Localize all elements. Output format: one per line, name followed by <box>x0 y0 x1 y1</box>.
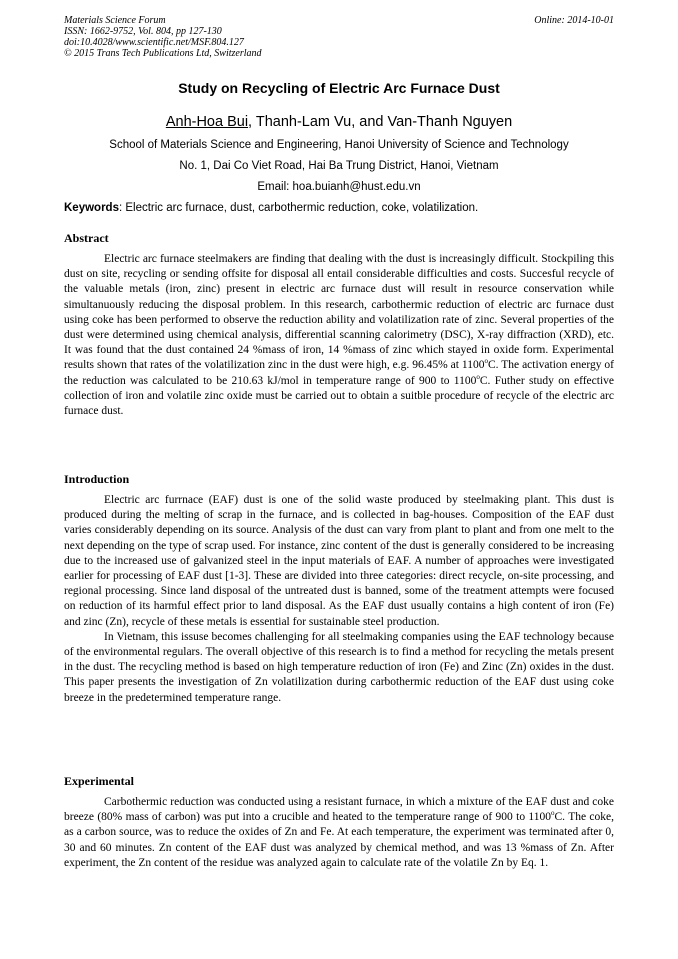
experimental-paragraph: Carbothermic reduction was conducted using a resistant furnace, in which a mixture of the EAF dust and coke breeze (80% mass of carbon) was put into a crucible and heated to the temperature range of 900 to 1100$^o$C. The coke, as a carbon source, was to reduce the oxides of Zn and Fe. At each temperature, the experiment was terminated after 0, 30 and 60 minutes. Zn content of the EAF dust was analyzed by chemical method, and was 13 %mass of Zn. After experiment, the Zn content of the residue was analyzed again to calculate rate of the volatile Zn by Eq. 1. <box>64 796 614 869</box>
degree-sign: o <box>484 357 488 366</box>
introduction-heading: Introduction <box>64 472 130 486</box>
paper-title: Study on Recycling of Electric Arc Furnace Dust <box>178 80 500 96</box>
degree-sign: o <box>476 372 480 381</box>
doi-line: doi:10.4028/www.scientific.net/MSF.804.127 <box>64 37 244 48</box>
journal-name: Materials Science Forum <box>64 15 166 26</box>
copyright-line: © 2015 Trans Tech Publications Ltd, Switzerland <box>64 48 262 59</box>
keywords <box>64 202 624 214</box>
introduction-paragraph-2: In Vietnam, this issuse becomes challenging for all steelmaking companies using the EAF technology because of the environmental regulars. The overall objective of this research is to find a method for recycling the metals present in the dust. The recycling method is based on high temperature reduction of iron (Fe) and Zinc (Zn) oxides in the dust. This paper presents the investigation of Zn volatilization during carbothermic reduction of the EAF dust using coke breeze in the predetermined temperature range. <box>64 630 614 704</box>
author-email: Email: hoa.buianh@hust.edu.vn <box>257 181 421 193</box>
abstract-heading: Abstract <box>64 231 109 245</box>
first-author-link[interactable]: Anh-Hoa Bui <box>165 114 249 130</box>
abstract-section <box>64 231 614 419</box>
keywords-text: : Electric arc furnace, dust, carbothermic reduction, coke, volatilization. <box>118 202 479 214</box>
publication-info <box>64 15 262 59</box>
degree-sign: o <box>551 809 555 818</box>
introduction-section <box>64 472 614 706</box>
other-authors: , Thanh-Lam Vu, and Van-Thanh Nguyen <box>248 114 513 130</box>
issn-line: ISSN: 1662-9752, Vol. 804, pp 127-130 <box>64 26 222 37</box>
author-list <box>0 114 678 130</box>
abstract-paragraph: Electric arc furnace steelmakers are finding that dealing with the dust is increasingly difficult. Stockpiling this dust on site, recycling or sending offsite for disposal all entail considerable difficulties and costs. Succesful recycle of the valuable metals (iron, zinc) present in electric arc furnace dust will result in resource conservation while simultanuously reducing the disposal problem. In this research, carbothermic reduction of electric arc furnace dust using coke has been performed to observe the reduction ability and volatilization rate of zinc. Several properties of the dust were determined using chemical analysis, differential scanning calorimetry (DSC), X-ray diffraction (XRD), etc. It was found that the dust contained 24 %mass of iron, 14 %mass of zinc which stayed in oxide form. Experimental results shown that rates of the volatilization zinc in the dust were high, e.g. 96.45% at 1100$^o$C. The activation energy of the reduction was calculated to be 210.63 kJ/mol in temperature range of 900 to 1100$^o$C. Futher study on effective collection of iron and volatile zinc oxide must be carried out to obtain a suitble procedure of recycle of the electric arc furnace dust. <box>64 253 614 418</box>
introduction-paragraph-1: Electric arc furrnace (EAF) dust is one of the solid waste produced by steelmaking plant. This dust is produced during the melting of scrap in the furnace, and is collected in bag-houses. Composition of the EAF dust varies considerably depending on its source. Analysis of the dust can vary from plant to plant and from one melt to the next depending on the type of scrap used. For instance, zinc content of the dust is generally considered to be increasing due to the increased use of galvanized steel in the input materials of EAF. A number of approaches were investigated earlier for processing of EAF dust [1-3]. These are divided into three categories: direct recycle, on-site processing, and regional processing. Since land disposal of the untreated dust is banned, some of the treatment attempts were focused on reduction of its harmful effect prior to land disposal. As the EAF dust usually contains a high content of iron (Fe) and zinc (Zn), recycle of these metals is essential for sustainable steel production. <box>64 494 614 628</box>
affiliation-line-2: No. 1, Dai Co Viet Road, Hai Ba Trung District, Hanoi, Vietnam <box>179 160 499 172</box>
affiliation-line-1: School of Materials Science and Engineering, Hanoi University of Science and Technology <box>109 139 569 151</box>
experimental-heading: Experimental <box>64 774 134 788</box>
experimental-section <box>64 774 614 871</box>
online-date: Online: 2014-10-01 <box>534 15 614 26</box>
keywords-label: Keywords <box>64 202 119 214</box>
